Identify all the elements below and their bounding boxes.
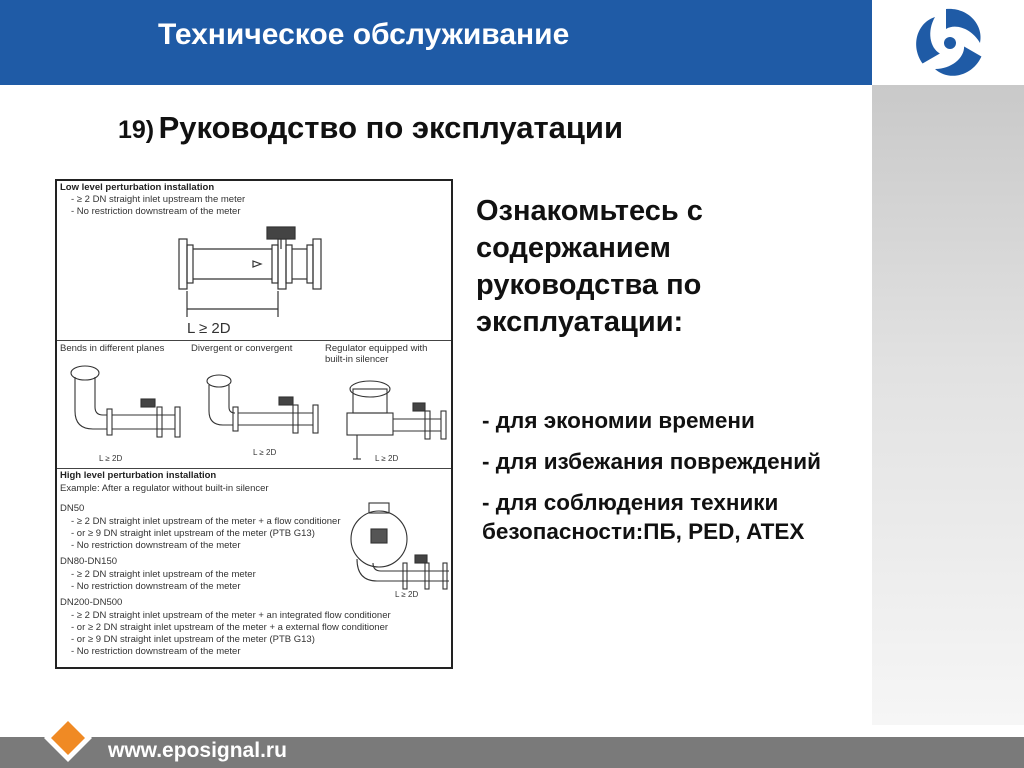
- intro-text: Ознакомьтесь с содержанием руководства по эксплуатации:: [476, 195, 703, 338]
- logo-area: [872, 0, 1024, 85]
- figure-item: - or ≥ 2 DN straight inlet upstream of the meter + a external flow conditioner: [71, 622, 389, 633]
- dimension-label: L ≥ 2D: [187, 320, 231, 337]
- dimension-label: L ≥ 2D: [375, 454, 399, 463]
- figure-panel-low-level: [57, 181, 451, 341]
- bullet-item: - для экономии времени: [482, 408, 755, 433]
- bullet-item: - для избежания повреждений: [482, 449, 821, 474]
- bullet-list: [482, 406, 852, 558]
- company-logo-icon: [872, 0, 1024, 85]
- figure-caption: built-in silencer: [325, 354, 389, 365]
- figure-item: - or ≥ 9 DN straight inlet upstream of the meter (PTB G13): [71, 634, 315, 645]
- figure-dn-label: DN200-DN500: [60, 597, 123, 608]
- bullet-item: - для соблюдения техники безопасности:ПБ, PED, ATEX: [482, 490, 805, 544]
- figure-item: - or ≥ 9 DN straight inlet upstream of the meter (PTB G13): [71, 528, 315, 539]
- figure-heading: Low level perturbation installation: [60, 182, 215, 193]
- diamond-logo-icon: [42, 712, 94, 764]
- dimension-label: L ≥ 2D: [253, 448, 277, 457]
- installation-figure: [55, 179, 453, 669]
- footer-url-link[interactable]: www.eposignal.ru: [108, 739, 287, 762]
- straight-pipe-drawing: [57, 219, 451, 339]
- slide-number: 19): [118, 116, 155, 144]
- figure-panel-bends: [57, 341, 451, 469]
- figure-item: - No restriction downstream of the meter: [71, 646, 241, 657]
- figure-caption: Regulator equipped with: [325, 343, 428, 354]
- figure-item: - ≥ 2 DN straight inlet upstream the meter: [71, 194, 246, 205]
- figure-dn-label: DN50: [60, 503, 85, 514]
- figure-item: - No restriction downstream of the meter: [71, 206, 241, 217]
- figure-item: - ≥ 2 DN straight inlet upstream of the meter + an integrated flow conditioner: [71, 610, 391, 621]
- dimension-label: L ≥ 2D: [395, 590, 419, 599]
- figure-item: - No restriction downstream of the meter: [71, 581, 241, 592]
- header-title: Техническое обслуживание: [158, 18, 570, 51]
- figure-caption: Divergent or convergent: [191, 343, 293, 354]
- figure-caption: Bends in different planes: [60, 343, 165, 354]
- figure-panel-high-level: [57, 469, 451, 667]
- figure-item: - No restriction downstream of the meter: [71, 540, 241, 551]
- figure-example: Example: After a regulator without built-in silencer: [60, 483, 269, 494]
- figure-heading: High level perturbation installation: [60, 470, 217, 481]
- slide-title: [118, 110, 623, 146]
- slide-title-text: Руководство по эксплуатации: [158, 110, 624, 145]
- figure-item: - ≥ 2 DN straight inlet upstream of the meter: [71, 569, 256, 580]
- figure-item: - ≥ 2 DN straight inlet upstream of the meter + a flow conditioner: [71, 516, 341, 527]
- side-gradient: [872, 85, 1024, 725]
- dimension-label: L ≥ 2D: [99, 454, 123, 463]
- figure-dn-label: DN80-DN150: [60, 556, 118, 567]
